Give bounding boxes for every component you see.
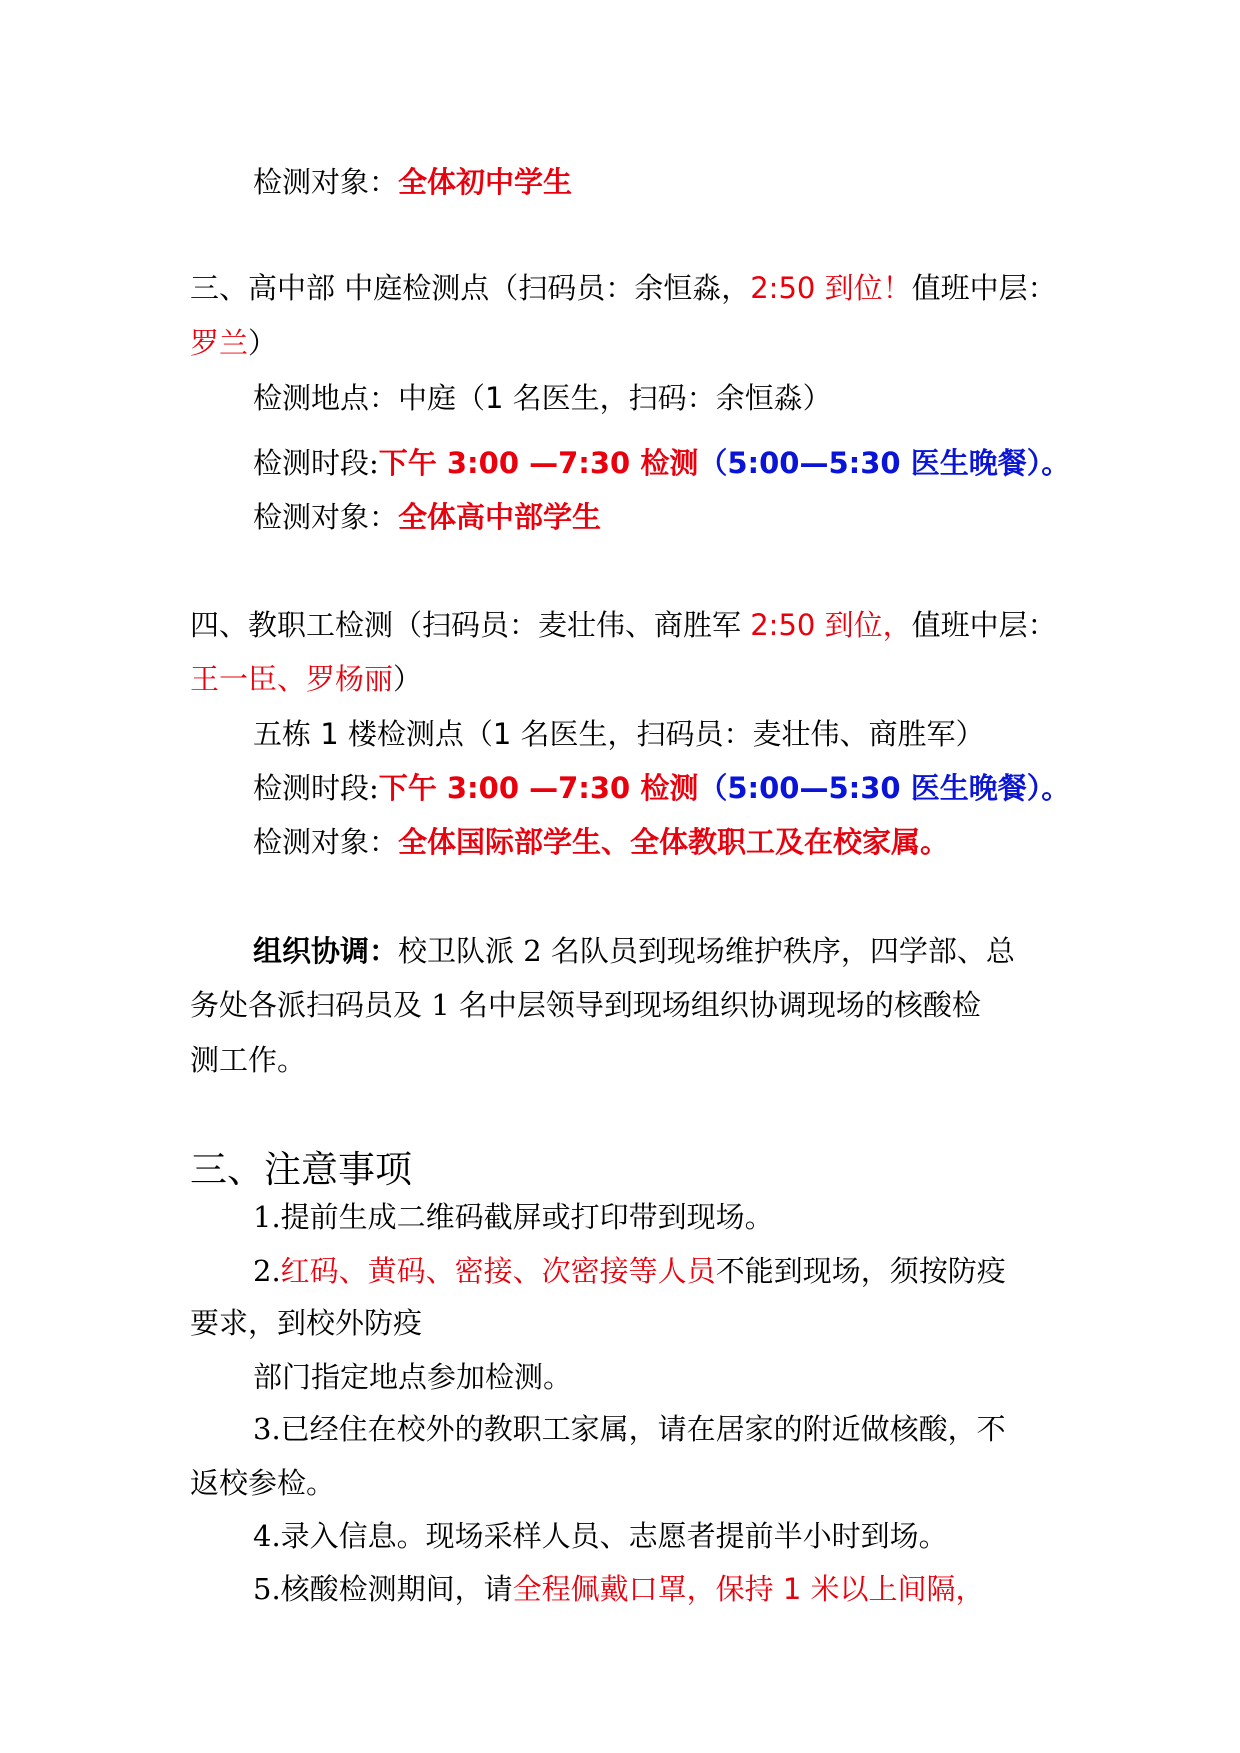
notes-item-3-line2: 返校参检。 xyxy=(190,1466,336,1500)
high-school-time xyxy=(253,443,1070,483)
high-school-target xyxy=(253,497,601,537)
organization-label: 组织协调： xyxy=(253,934,399,968)
notes-item-2-red: 红码、黄码、密接、次密接等人员 xyxy=(280,1254,716,1288)
high-title-a: 三、高中部 中庭检测点（扫码员：余恒淼， xyxy=(190,271,751,305)
notes-item-2-line2: 要求，到校外防疫 xyxy=(190,1306,423,1340)
high-title-close: ） xyxy=(248,326,278,360)
staff-location: 五栋 1 楼检测点（1 名医生，扫码员：麦壮伟、商胜军） xyxy=(253,717,985,751)
high-target-label: 检测对象： xyxy=(253,500,399,534)
high-time-red: 下午 3:00 —7:30 检测 xyxy=(378,446,699,480)
high-school-title-cont xyxy=(190,323,277,363)
staff-time xyxy=(253,768,1070,808)
notes-item-2 xyxy=(253,1251,1006,1291)
notes-item-2-line3: 部门指定地点参加检测。 xyxy=(253,1360,573,1394)
staff-title-names: 王一臣、罗杨丽 xyxy=(190,662,394,696)
staff-title-b: 值班中层： xyxy=(911,608,1057,642)
high-school-title xyxy=(190,268,1057,308)
middle-target-value: 全体初中学生 xyxy=(398,165,573,199)
notes-item-4: 4.录入信息。现场采样人员、志愿者提前半小时到场。 xyxy=(253,1519,948,1553)
organization-text1: 校卫队派 2 名队员到现场维护秩序，四学部、总 xyxy=(398,934,1015,968)
notes-item-5-a: 5.核酸检测期间，请 xyxy=(253,1572,513,1606)
notes-item-5 xyxy=(253,1569,985,1609)
staff-time-red: 下午 3:00 —7:30 检测 xyxy=(378,771,699,805)
notes-item-2-num: 2. xyxy=(253,1254,281,1288)
staff-time-blue: （5:00—5:30 医生晚餐）。 xyxy=(698,771,1071,805)
high-title-name: 罗兰 xyxy=(190,326,249,360)
organization-line2: 务处各派扫码员及 1 名中层领导到现场组织协调现场的核酸检 xyxy=(190,988,981,1022)
notes-item-3: 3.已经住在校外的教职工家属，请在居家的附近做核酸，不 xyxy=(253,1412,1006,1446)
notes-item-5-red: 全程佩戴口罩，保持 1 米以上间隔， xyxy=(512,1572,985,1606)
high-target-value: 全体高中部学生 xyxy=(398,500,602,534)
staff-target xyxy=(253,822,949,862)
staff-target-label: 检测对象： xyxy=(253,825,399,859)
high-title-time: 2:50 到位！ xyxy=(750,271,912,305)
staff-title xyxy=(190,605,1057,645)
notes-item-1: 1.提前生成二维码截屏或打印带到现场。 xyxy=(253,1200,774,1234)
staff-target-value: 全体国际部学生、全体教职工及在校家属。 xyxy=(398,825,950,859)
staff-title-close: ） xyxy=(393,662,423,696)
staff-title-time: 2:50 到位， xyxy=(750,608,912,642)
high-time-label: 检测时段: xyxy=(253,446,379,480)
notes-item-2-rest: 不能到现场，须按防疫 xyxy=(715,1254,1006,1288)
notes-heading: 三、注意事项 xyxy=(190,1148,412,1191)
middle-target-label: 检测对象： xyxy=(253,165,399,199)
organization-line3: 测工作。 xyxy=(190,1043,307,1077)
staff-title-a: 四、教职工检测（扫码员：麦壮伟、商胜军 xyxy=(190,608,751,642)
high-time-blue: （5:00—5:30 医生晚餐）。 xyxy=(698,446,1071,480)
organization-line1 xyxy=(253,931,1015,971)
high-title-b: 值班中层： xyxy=(911,271,1057,305)
staff-time-label: 检测时段: xyxy=(253,771,379,805)
middle-target-line xyxy=(253,162,572,202)
staff-title-cont xyxy=(190,659,422,699)
high-school-location: 检测地点：中庭（1 名医生，扫码：余恒淼） xyxy=(253,381,832,415)
